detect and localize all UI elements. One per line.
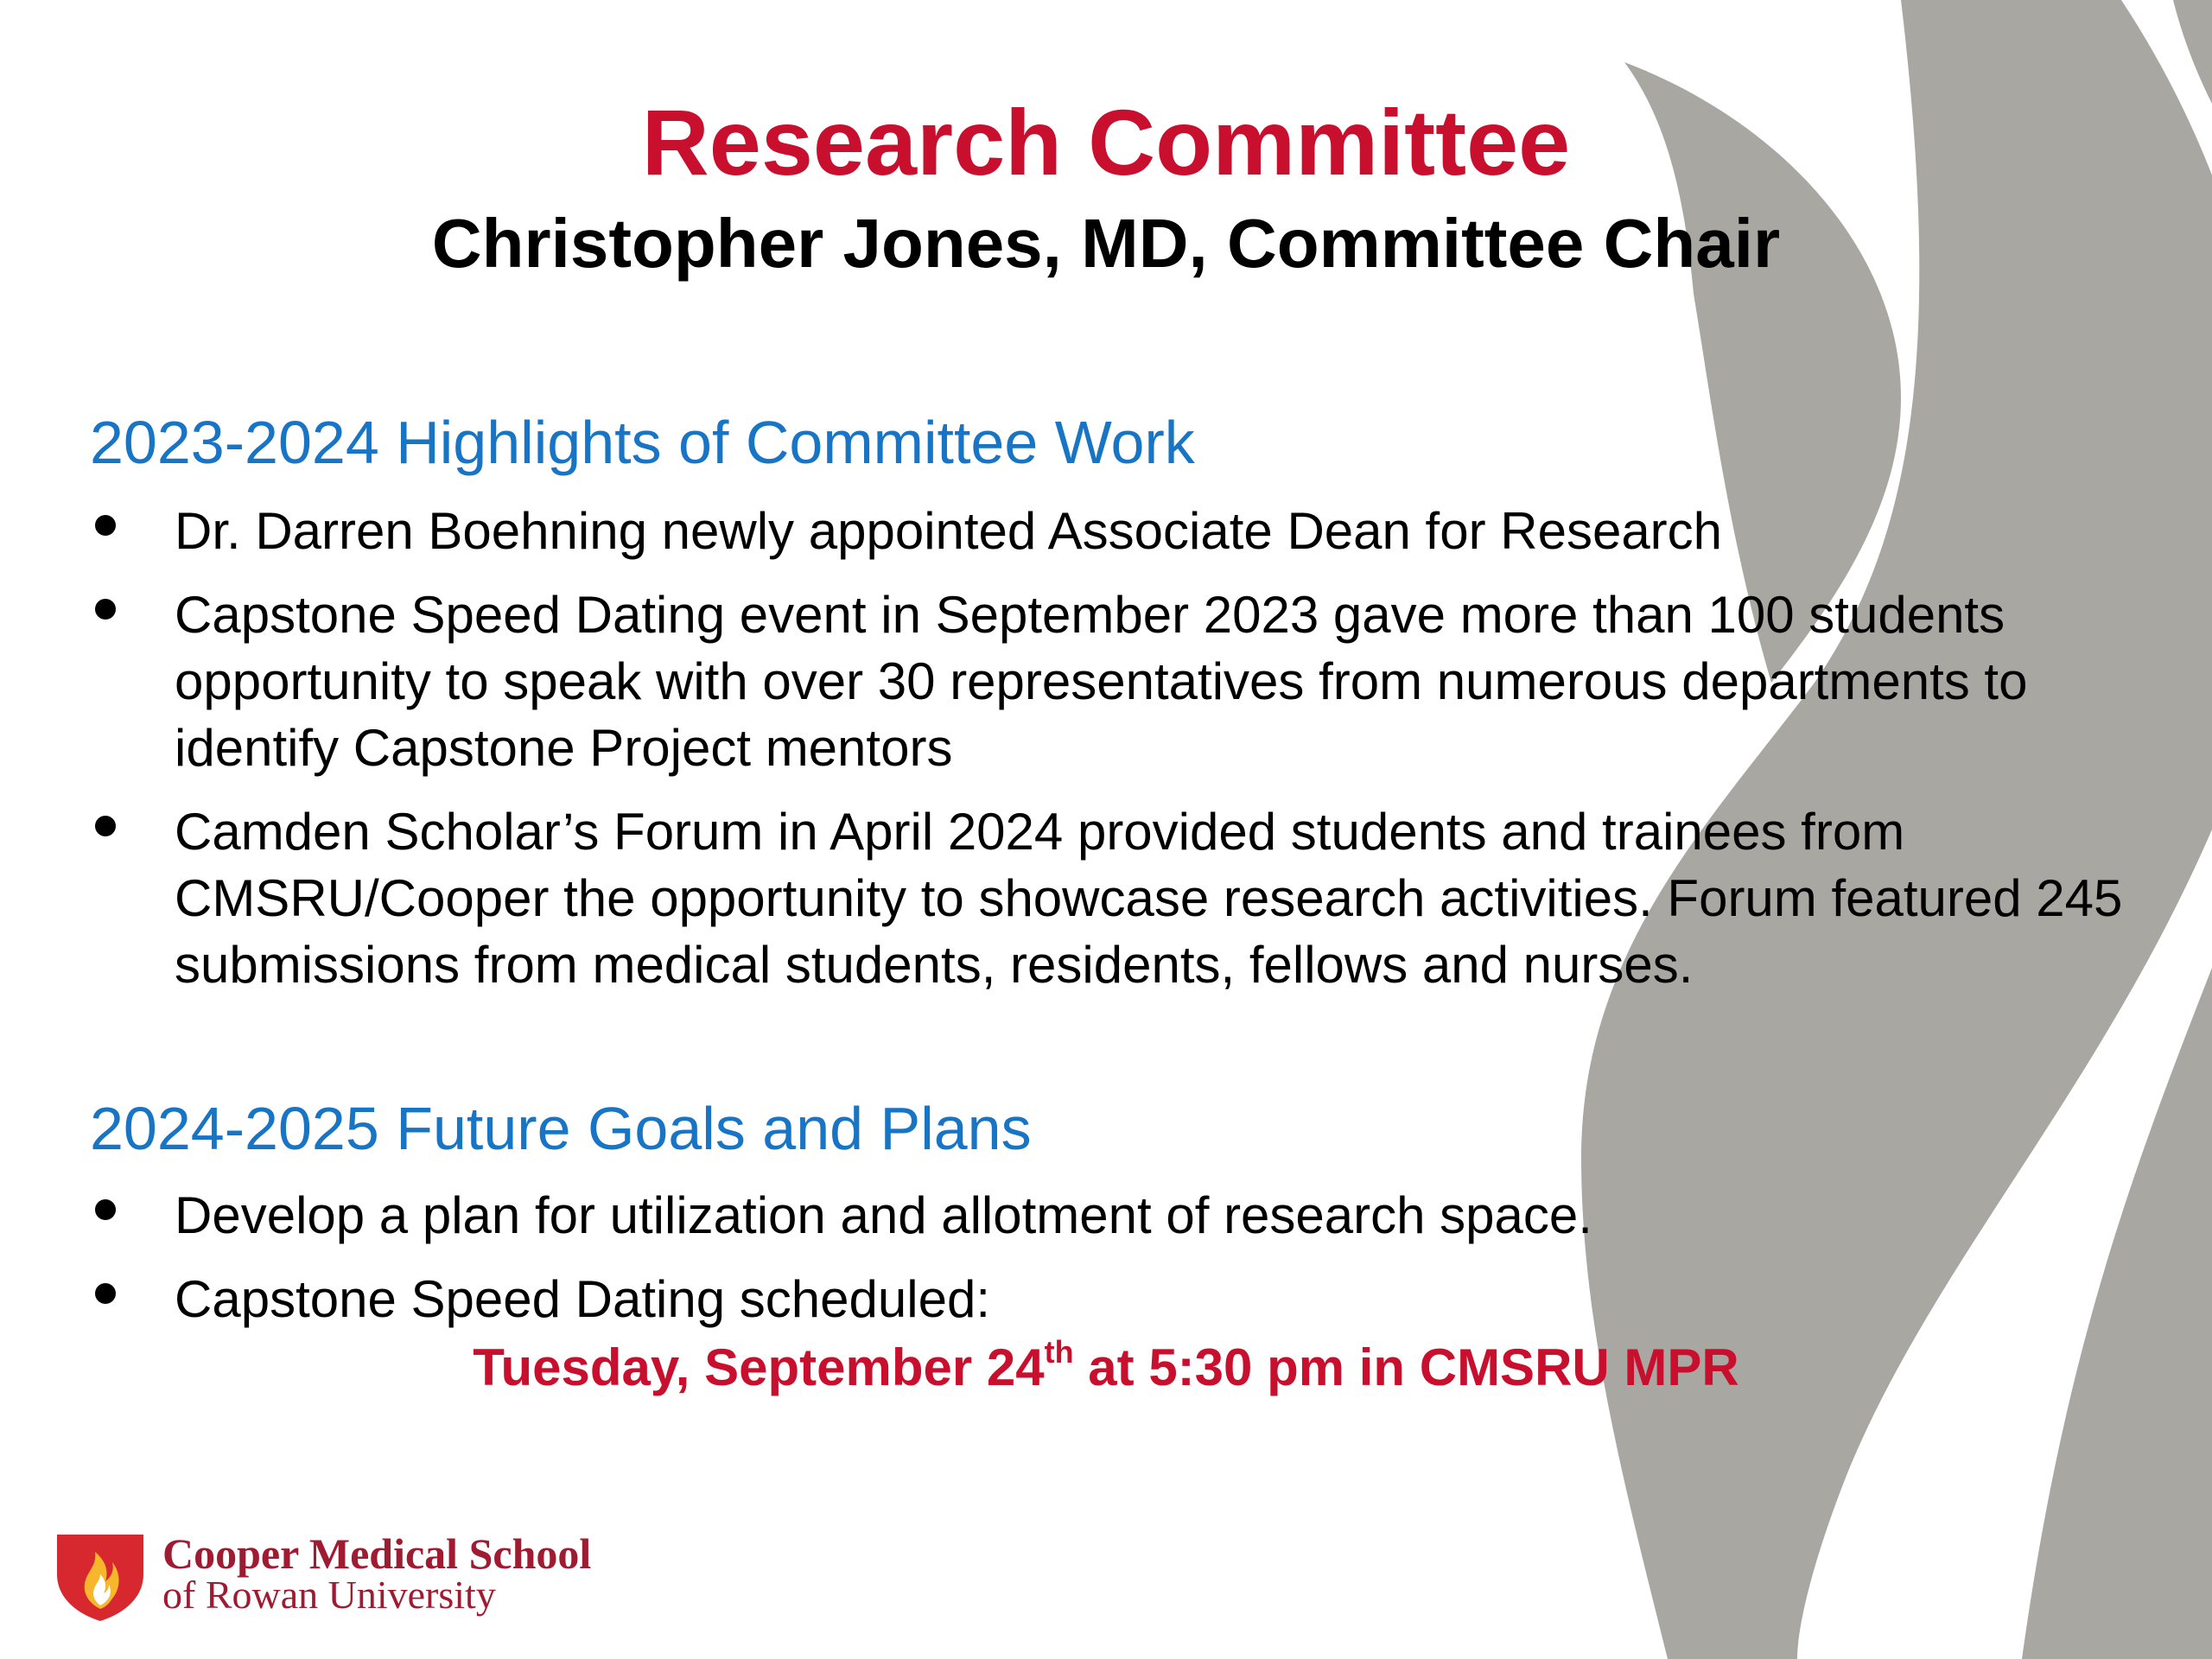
bullet-icon: [95, 1283, 116, 1304]
list-item-text: Capstone Speed Dating scheduled:: [175, 1270, 991, 1328]
committee-chair-subtitle: Christopher Jones, MD, Committee Chair: [431, 205, 1781, 282]
list-item: [90, 798, 2146, 998]
event-time-location: at 5:30 pm in CMSRU MPR: [1073, 1338, 1739, 1396]
event-date: Tuesday, September 24: [473, 1338, 1045, 1396]
list-item: [90, 582, 2146, 781]
list-item-text: Capstone Speed Dating event in September 2023 gave more than 100 students opportunity to speak with over 30 representatives from numerous departments to identify Capstone Project mentors: [175, 586, 2028, 777]
bullet-icon: [95, 816, 116, 836]
school-logo: [52, 1526, 591, 1623]
list-item: [90, 1182, 2146, 1249]
logo-line-1: Cooper Medical School: [162, 1529, 592, 1578]
bullet-icon: [95, 515, 116, 536]
list-item-text: Dr. Darren Boehning newly appointed Associate Dean for Research: [175, 502, 1723, 560]
list-item: [90, 498, 2146, 564]
highlights-list: [90, 498, 2146, 1015]
logo-line-2: of Rowan University: [162, 1573, 496, 1617]
page-title: Research Committee: [641, 90, 1571, 194]
event-date-line: [0, 1331, 2212, 1405]
goals-heading: 2024-2025 Future Goals and Plans: [90, 1095, 1032, 1162]
highlights-heading: 2023-2024 Highlights of Committee Work: [90, 409, 1195, 476]
list-item-text: Camden Scholar’s Forum in April 2024 provided students and trainees from CMSRU/Cooper the opportunity to showcase research activities. Forum featured 245 submissions from medical students, residents, fellows and nurses.: [175, 803, 2123, 994]
goals-list: [90, 1182, 2146, 1350]
flame-shield-icon: [52, 1526, 149, 1623]
bullet-icon: [95, 1199, 116, 1220]
list-item-text: Develop a plan for utilization and allotment of research space.: [175, 1186, 1592, 1244]
bullet-icon: [95, 599, 116, 620]
event-date-ordinal: th: [1044, 1334, 1074, 1370]
list-item: [90, 1266, 2146, 1332]
